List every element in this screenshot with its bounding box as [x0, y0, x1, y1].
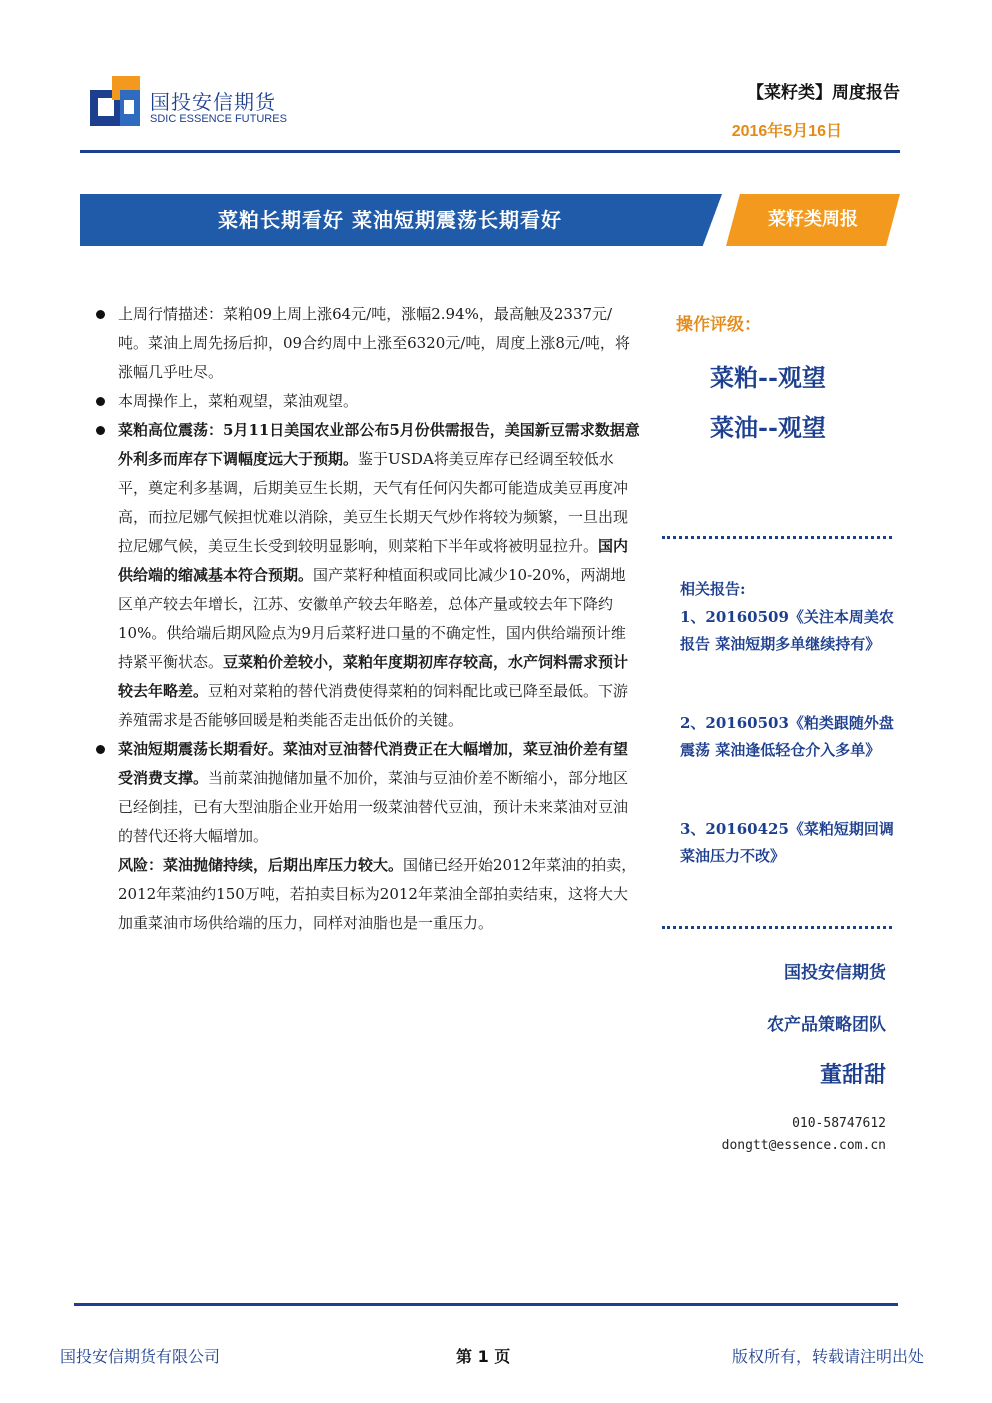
related-report-link[interactable]: 1、20160509《关注本周美农报告 菜油短期多单继续持有》 — [680, 608, 894, 653]
rating-title: 操作评级： — [676, 315, 761, 335]
paragraph-text: 国储已经开始2012年菜油的拍卖，2012年菜油约150万吨，若拍卖目标为2012年菜油全部拍卖结束，这将大大加重菜油市场供给端的压力，同样对油脂也是一重压力。 — [118, 856, 637, 932]
bullet-icon — [96, 310, 105, 319]
footer-divider — [74, 1303, 898, 1306]
author-phone: 010-58747612 — [792, 1116, 886, 1131]
company-name-en: SDIC ESSENCE FUTURES — [150, 113, 287, 125]
author-organization: 国投安信期货 — [784, 963, 886, 983]
footer-company: 国投安信期货有限公司 — [60, 1347, 221, 1366]
category-tag: 菜籽类周报 — [768, 209, 858, 230]
main-content — [92, 300, 640, 938]
highlight-text: 菜油短期震荡长期看好。菜油对豆油替代消费正在大幅增加，菜豆油价差有望受消费支撑。 — [118, 740, 629, 787]
highlight-text: 菜粕高位震荡：5月11日美国农业部公布5月份供需报告，美国新豆需求数据意外利多而库存下调幅度远大于预期。 — [118, 421, 640, 468]
report-type: 【菜籽类】周度报告 — [747, 83, 900, 103]
company-logo-icon — [90, 76, 140, 126]
author-email[interactable]: dongtt@essence.com.cn — [721, 1138, 886, 1153]
sidebar-divider — [662, 926, 892, 929]
sidebar-divider — [662, 536, 892, 539]
header-divider — [80, 150, 900, 153]
highlight-text: 国内供给端的缩减基本符合预期。 — [118, 537, 629, 584]
bullet-icon — [96, 745, 105, 754]
paragraph-market-review — [92, 300, 640, 387]
page-number: 第 1 页 — [456, 1347, 511, 1366]
author-name: 董甜甜 — [819, 1063, 886, 1088]
paragraph-text: 豆粕对菜粕的替代消费使得菜粕的饲料配比或已降至最低。下游养殖需求是否能够回暖是粕类能否走出低价的关键。 — [118, 682, 629, 729]
paragraph-text: 国产菜籽种植面积或同比减少10-20%，两湖地区单产较去年增长，江苏、安徽单产较去年略差，总体产量或较去年下降约10%。供给端后期风险点为9月后菜籽进口量的不确定性，国内供给端预计维持紧平衡状态。 — [118, 566, 626, 671]
paragraph-text: 鉴于USDA将美豆库存已经调至较低水平，奠定利多基调，后期美豆生长期，天气有任何闪失都可能造成美豆再度冲高，而拉尼娜气候担忧难以消除，美豆生长期天气炒作将较为频繁，一旦出现拉尼娜气候，美豆生长受到较明显影响，则菜粕下半年或将被明显拉升。 — [118, 450, 629, 555]
report-date: 2016年5月16日 — [731, 123, 842, 140]
related-reports-title: 相关报告: — [680, 580, 746, 598]
related-report-link[interactable]: 3、20160425《菜粕短期回调 菜油压力不改》 — [680, 820, 894, 865]
paragraph-text: 当前菜油抛储加量不加价，菜油与豆油价差不断缩小，部分地区已经倒挂，已有大型油脂企业开始用一级菜油替代豆油，预计未来菜油对豆油的替代还将大幅增加。 — [118, 769, 629, 845]
paragraph-text: 上周行情描述：菜粕09上周上涨64元/吨，涨幅2.94%，最高触及2337元/吨。菜油上周先扬后抑，09合约周中上涨至6320元/吨，周度上涨8元/吨，将涨幅几乎吐尽。 — [118, 305, 630, 381]
bullet-icon — [96, 397, 105, 406]
report-title: 菜粕长期看好 菜油短期震荡长期看好 — [218, 208, 562, 232]
paragraph-operation — [92, 387, 640, 416]
copyright-notice: 版权所有，转载请注明出处 — [731, 1347, 924, 1366]
rating-rapeseed-meal: 菜粕--观望 — [710, 363, 826, 392]
author-team: 农产品策略团队 — [767, 1015, 886, 1035]
risk-label: 风险：菜油抛储持续，后期出库压力较大。 — [118, 856, 404, 874]
highlight-text: 豆菜粕价差较小，菜粕年度期初库存较高，水产饲料需求预计较去年略差。 — [118, 653, 629, 700]
bullet-icon — [96, 426, 105, 435]
paragraph-text: 本周操作上，菜粕观望，菜油观望。 — [118, 392, 359, 410]
paragraph-rapeseed-meal — [92, 416, 640, 735]
company-name-cn: 国投安信期货 — [150, 90, 276, 114]
paragraph-rapeseed-oil — [92, 735, 640, 938]
rating-rapeseed-oil: 菜油--观望 — [710, 413, 826, 442]
related-report-link[interactable]: 2、20160503《粕类跟随外盘震荡 菜油逢低轻仓介入多单》 — [680, 714, 894, 759]
